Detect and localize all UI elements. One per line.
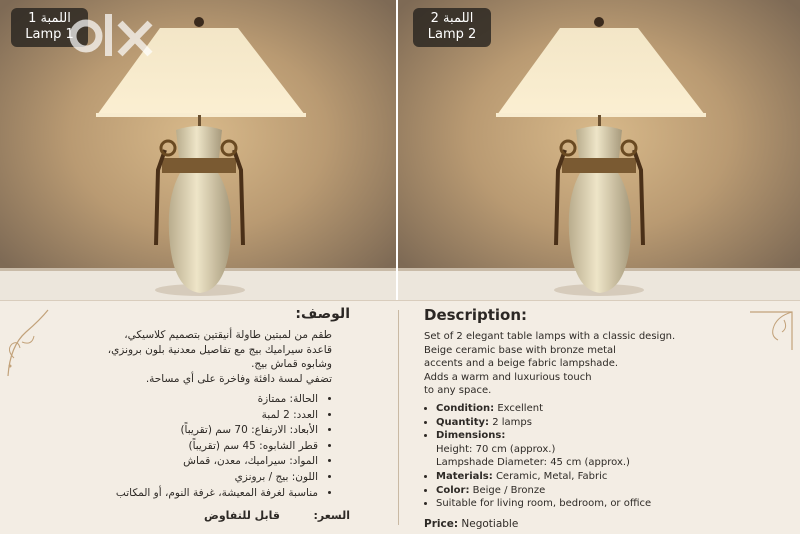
lamp-2-label-en: Lamp 2 (427, 27, 477, 42)
arabic-price-value: قابل للتفاوض (204, 509, 280, 523)
english-price-value: Negotiable (461, 517, 519, 530)
arabic-description (30, 306, 350, 522)
arabic-details-list (30, 392, 350, 501)
english-paragraph-line: Set of 2 elegant table lamps with a classic design. (424, 331, 676, 342)
english-description (424, 306, 724, 530)
english-paragraph-line: to any space. (424, 385, 492, 397)
arabic-heading: الوصف: (295, 306, 350, 322)
arabic-paragraph-line: تضفي لمسة دافئة وفاخرة على أي مساحة. (145, 372, 332, 385)
english-paragraph-line: Beige ceramic base with bronze metal (424, 344, 616, 356)
english-paragraph-line: Adds a warm and luxurious touch (424, 371, 592, 383)
detail-value: 2 lamps (492, 416, 532, 428)
lamp-2-label-ar: اللمبة 2 (430, 11, 474, 26)
lamp-2-photo[interactable] (398, 0, 800, 300)
english-heading: Description: (424, 306, 528, 324)
detail-label: Quantity: (436, 416, 489, 428)
olx-logo (68, 6, 163, 66)
arabic-paragraph-line: طقم من لمبتين طاولة أنيقتين بتصميم كلاسيكي، (124, 329, 332, 341)
arabic-price-label: السعر: (313, 509, 350, 523)
column-divider (398, 310, 399, 525)
arabic-detail-item: • قطر الشابوه: 45 سم (تقريباً) (30, 439, 318, 455)
arabic-detail-item: • الأبعاد: الارتفاع: 70 سم (تقريباً) (30, 423, 318, 439)
arabic-detail-item: • الحالة: ممتازة (30, 392, 318, 408)
detail-subvalue: Height: 70 cm (approx.) (436, 443, 556, 455)
english-details-list (424, 402, 724, 511)
detail-suitable (436, 497, 724, 511)
arabic-detail-item: • اللون: بيج / برونزي (30, 470, 318, 486)
detail-label: Color: (436, 484, 470, 496)
detail-color (436, 484, 724, 498)
detail-dimensions (436, 429, 724, 470)
arabic-detail-item: • المواد: سيراميك، معدن، قماش (30, 454, 318, 470)
detail-condition (436, 402, 724, 416)
detail-value: Excellent (497, 402, 543, 414)
arabic-paragraph (30, 328, 350, 386)
lamp-1-photo[interactable] (0, 0, 396, 300)
lamp-1-label-en: Lamp 1 (25, 27, 74, 42)
olx-logo-icon (68, 6, 163, 66)
detail-quantity (436, 416, 724, 430)
english-price-label: Price: (424, 517, 459, 530)
english-paragraph-line: accents and a beige fabric lampshade. (424, 358, 619, 370)
arabic-paragraph-line: وشابوه قماش بيج. (251, 358, 332, 370)
right-flourish-icon (748, 306, 796, 354)
detail-subvalue: Lampshade Diameter: 45 cm (approx.) (436, 457, 630, 469)
detail-value: Suitable for living room, bedroom, or office (436, 498, 652, 510)
arabic-detail-item: • العدد: 2 لمبة (30, 408, 318, 424)
lamp-1-label-ar: اللمبة 1 (28, 11, 71, 26)
english-paragraph (424, 330, 724, 398)
detail-value: Beige / Bronze (472, 484, 546, 496)
arabic-detail-item: • مناسبة لغرفة المعيشة، غرفة النوم، أو المكاتب (30, 486, 318, 502)
arabic-paragraph-line: قاعدة سيراميك بيج مع تفاصيل معدنية بلون برونزي، (107, 343, 332, 356)
detail-label: Materials: (436, 470, 493, 482)
lamp-2-badge (413, 8, 491, 47)
detail-label: Dimensions: (436, 430, 506, 442)
detail-value: Ceramic, Metal, Fabric (495, 470, 608, 482)
arabic-price (30, 509, 350, 522)
detail-label: Condition: (436, 402, 495, 414)
detail-materials (436, 470, 724, 484)
english-price (424, 518, 724, 530)
